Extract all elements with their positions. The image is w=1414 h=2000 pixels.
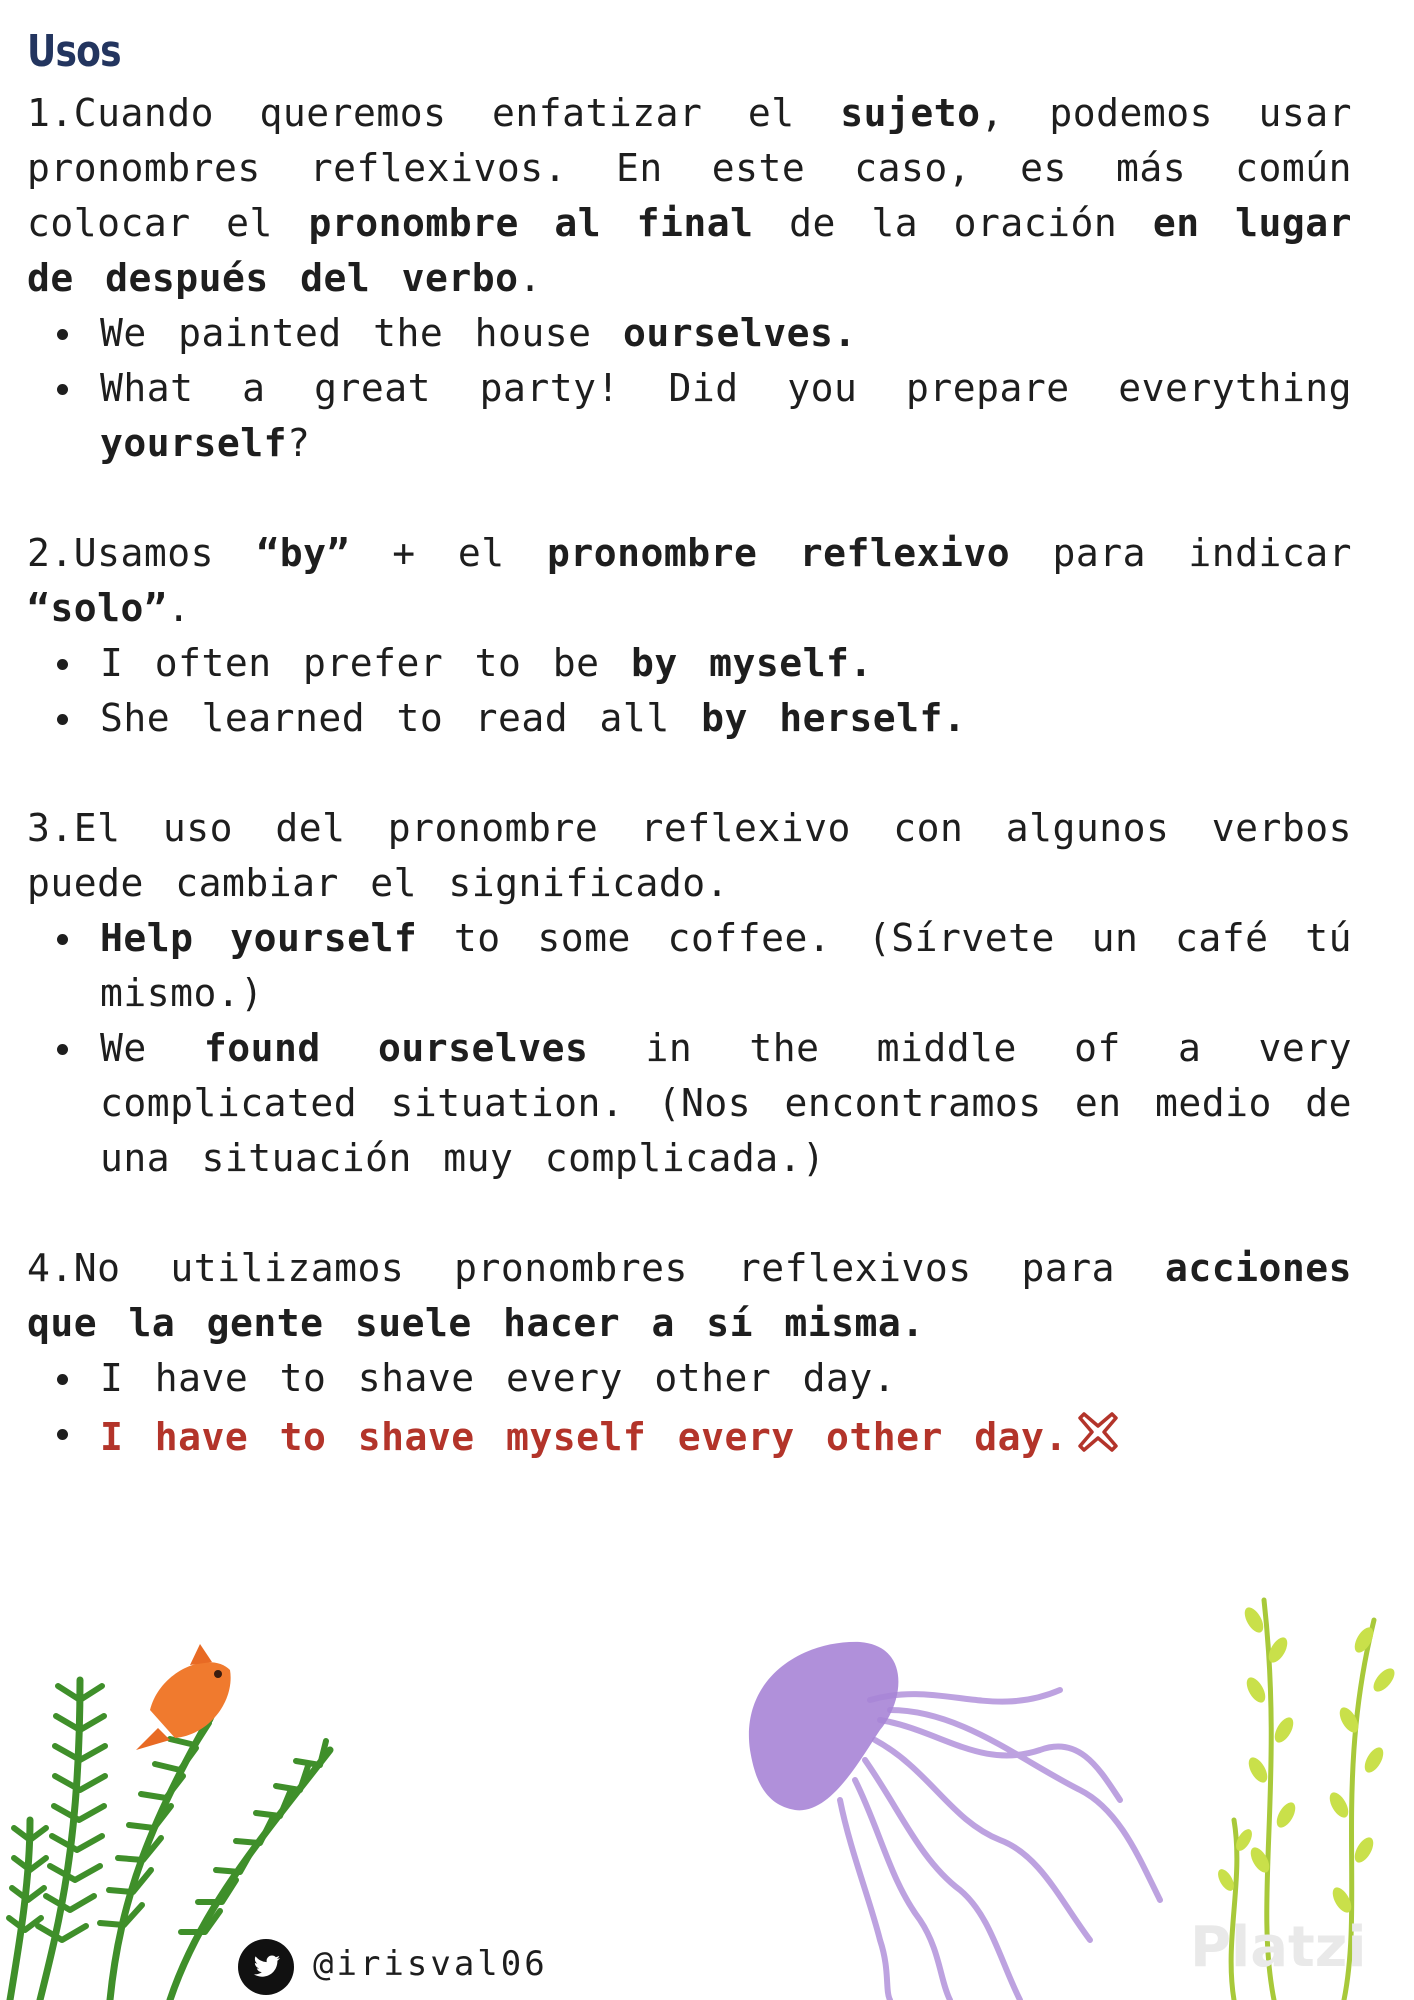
text-run: 3.El uso del pronombre reflexivo con algunos verbos puede cambiar el significado. (27, 806, 1352, 905)
usage-rule-paragraph (27, 86, 1352, 306)
text-run: in the middle of a very complicated situation. (Nos encontramos en medio de una situación muy complicada.) (100, 1026, 1352, 1180)
bold-text-run: Help yourself (100, 916, 418, 960)
bold-text-run: “by” (256, 531, 350, 575)
sections-container (27, 86, 1352, 1465)
text-run: , podemos usar pronombres reflexivos. En este caso, es más común colocar el (27, 91, 1352, 245)
bold-text-run: en lugar de después del verbo (27, 201, 1352, 300)
bold-text-run: pronombre al final (308, 201, 754, 245)
usage-rule-paragraph (27, 526, 1352, 636)
text-run: + el (349, 531, 548, 575)
page-title: Usos (27, 26, 121, 77)
usage-section (27, 526, 1352, 746)
text-run: . (167, 586, 191, 630)
bold-text-run: found ourselves (203, 1026, 589, 1070)
text-run: I have to shave myself every other day. (100, 1415, 1068, 1459)
example-list (27, 1351, 1352, 1465)
twitter-handle[interactable]: @irisval06 (313, 1944, 548, 1984)
text-run: She learned to read all (100, 696, 702, 740)
example-list (27, 306, 1352, 471)
example-item (27, 691, 1352, 746)
bold-text-run: pronombre reflexivo (547, 531, 1011, 575)
bold-text-run: acciones que la gente suele hacer a sí misma. (27, 1246, 1352, 1345)
bold-text-run: ourselves. (622, 311, 857, 355)
bold-text-run: yourself (100, 421, 288, 465)
usage-section (27, 1241, 1352, 1465)
bold-text-run: “solo” (27, 586, 168, 630)
text-run: . (518, 256, 542, 300)
text-run: We painted the house (100, 311, 623, 355)
text-run: to some coffee. (Sírvete un café tú mismo.) (100, 916, 1352, 1015)
text-run: de la oración (753, 201, 1153, 245)
text-run: 4.No utilizamos pronombres reflexivos para (27, 1246, 1165, 1290)
bold-text-run: by myself. (630, 641, 873, 685)
text-run: I have to shave every other day. (100, 1356, 897, 1400)
bold-text-run: by herself. (701, 696, 967, 740)
text-run: I often prefer to be (100, 641, 631, 685)
text-run: We (100, 1026, 204, 1070)
example-item (27, 636, 1352, 691)
example-list (27, 911, 1352, 1186)
text-run: 2.Usamos (27, 531, 257, 575)
jellyfish-illustration (740, 1640, 1180, 2000)
bold-text-run: sujeto (840, 91, 981, 135)
incorrect-x-icon (1072, 1406, 1124, 1458)
usage-rule-paragraph (27, 801, 1352, 911)
fish-illustration (130, 1640, 240, 1760)
text-run: 1.Cuando queremos enfatizar el (27, 91, 841, 135)
example-item (27, 1406, 1352, 1465)
example-item (27, 1021, 1352, 1186)
usage-rule-paragraph (27, 1241, 1352, 1351)
example-item (27, 1351, 1352, 1406)
document-page (27, 22, 1352, 1520)
example-item (27, 911, 1352, 1021)
text-run: ? (287, 421, 311, 465)
example-list (27, 636, 1352, 746)
watermark: Platzi (1190, 1915, 1367, 1980)
usage-section (27, 801, 1352, 1186)
example-item (27, 361, 1352, 471)
twitter-bird-icon (238, 1939, 294, 1995)
text-run: What a great party! Did you prepare everything (100, 366, 1352, 410)
example-item (27, 306, 1352, 361)
text-run: para indicar (1010, 531, 1352, 575)
usage-section (27, 86, 1352, 471)
